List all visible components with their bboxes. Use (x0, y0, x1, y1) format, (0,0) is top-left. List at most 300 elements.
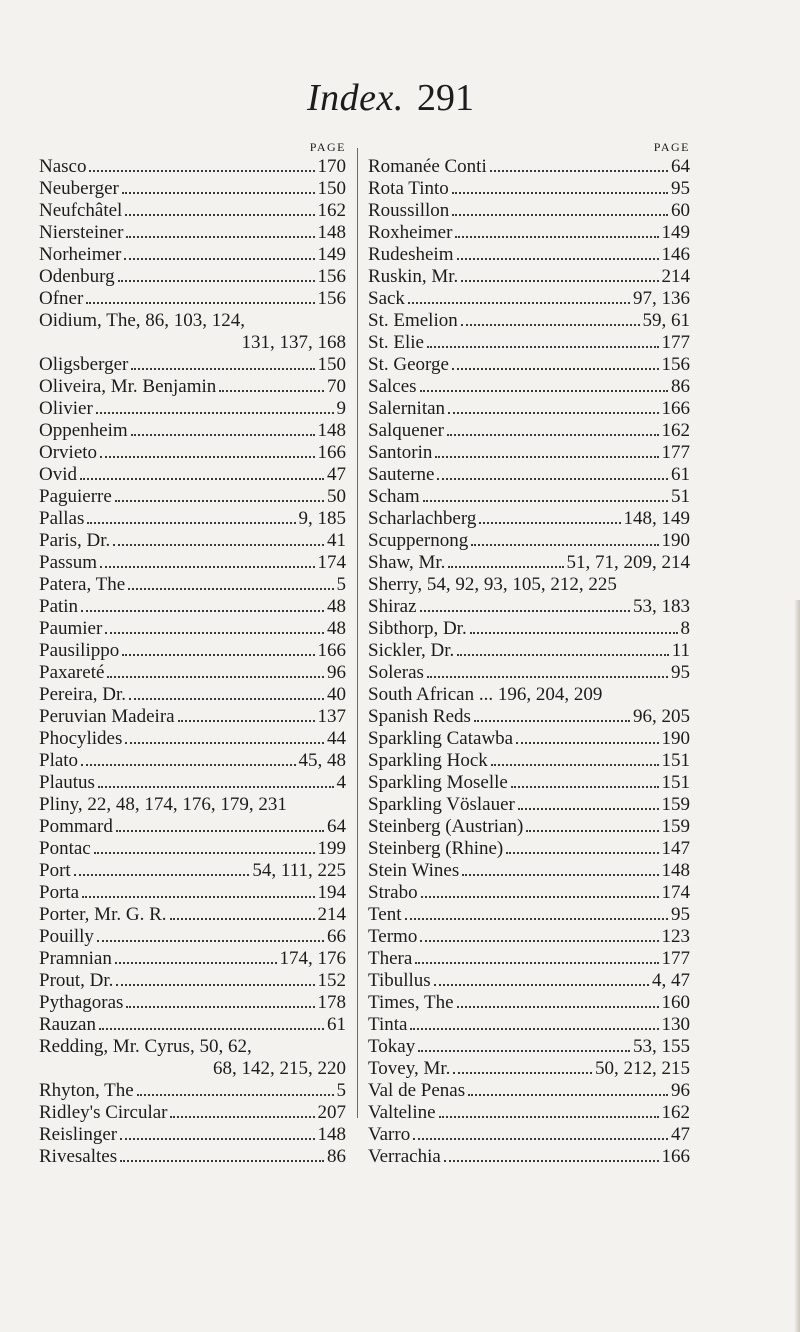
entry-pages: 131, 137, 168 (241, 332, 346, 353)
entry-pages: 149 (661, 222, 690, 243)
entry-term: Sherry, 54, 92, 93, 105, 212, 225 (368, 574, 617, 595)
entry-pages: 66 (327, 926, 346, 947)
index-entry (39, 750, 346, 772)
dot-leader (526, 830, 658, 832)
dot-leader (170, 918, 315, 920)
index-entry (368, 794, 690, 816)
index-entry (39, 926, 346, 948)
entry-term: Olivier (39, 398, 93, 419)
entry-term: Orvieto (39, 442, 98, 463)
entry-term: Ridley's Circular (39, 1102, 168, 1123)
dot-leader (122, 654, 314, 656)
dot-leader (120, 1138, 314, 1140)
entry-term: Pausilippo (39, 640, 120, 661)
entry-pages: 47 (327, 464, 346, 485)
entry-pages: 11 (671, 640, 690, 661)
entry-pages: 148 (317, 222, 346, 243)
entry-term: Strabo (368, 882, 418, 903)
dot-leader (113, 544, 324, 546)
entry-term: Stein Wines (368, 860, 460, 881)
entry-pages: 214 (661, 266, 690, 287)
entry-pages: 156 (661, 354, 690, 375)
index-entry (368, 860, 690, 882)
dot-leader (125, 214, 314, 216)
dot-leader (98, 786, 334, 788)
index-entry (39, 596, 346, 618)
entry-pages: 8 (680, 618, 690, 639)
entry-term: Rudesheim (368, 244, 454, 265)
entry-pages: 95 (671, 662, 690, 683)
entry-term: Salernitan (368, 398, 446, 419)
entry-term: Val de Penas (368, 1080, 466, 1101)
entry-term: Pythagoras (39, 992, 124, 1013)
dot-leader (129, 698, 324, 700)
entry-pages: 9, 185 (298, 508, 346, 529)
dot-leader (81, 764, 295, 766)
entry-pages: 59, 61 (642, 310, 690, 331)
entry-pages: 123 (661, 926, 690, 947)
entry-pages: 68, 142, 215, 220 (213, 1058, 346, 1079)
index-entry (368, 442, 690, 464)
index-entry (39, 618, 346, 640)
entry-pages: 190 (661, 728, 690, 749)
entry-term: Paumier (39, 618, 103, 639)
index-entry (368, 772, 690, 794)
entry-term: Tovey, Mr. (368, 1058, 451, 1079)
index-entry (39, 816, 346, 838)
entry-pages: 166 (661, 1146, 690, 1167)
entry-pages: 148 (661, 860, 690, 881)
entry-pages: 170 (317, 156, 346, 177)
dot-leader (491, 764, 659, 766)
index-entry (39, 442, 346, 464)
entry-term: Sack (368, 288, 405, 309)
entry-term: Sparkling Catawba (368, 728, 514, 749)
entry-pages: 96 (671, 1080, 690, 1101)
entry-pages: 148 (317, 420, 346, 441)
entry-term: Scharlachberg (368, 508, 477, 529)
entry-pages: 159 (661, 794, 690, 815)
dot-leader (518, 808, 659, 810)
index-entry (39, 178, 346, 200)
dot-leader (122, 192, 315, 194)
page-edge-shadow (794, 600, 800, 1332)
index-entry (368, 420, 690, 442)
index-entry (39, 1058, 346, 1080)
index-entry (368, 464, 690, 486)
entry-pages: 130 (661, 1014, 690, 1035)
entry-pages: 160 (661, 992, 690, 1013)
index-entry (39, 574, 346, 596)
dot-leader (506, 852, 658, 854)
entry-term: Pereira, Dr. (39, 684, 127, 705)
index-entry (39, 332, 346, 354)
index-entry (39, 948, 346, 970)
index-entry (39, 1124, 346, 1146)
entry-term: Pallas (39, 508, 85, 529)
entry-pages: 4 (336, 772, 346, 793)
entry-term: Nasco (39, 156, 87, 177)
dot-leader (97, 940, 324, 942)
dot-leader (81, 610, 324, 612)
index-entry (39, 1080, 346, 1102)
dot-leader (452, 368, 659, 370)
index-entry (39, 244, 346, 266)
entry-term: Niersteiner (39, 222, 124, 243)
entry-pages: 53, 183 (633, 596, 690, 617)
index-entry (39, 904, 346, 926)
dot-leader (415, 962, 658, 964)
index-entry (368, 530, 690, 552)
entry-pages: 137 (317, 706, 346, 727)
index-entry (368, 882, 690, 904)
index-entry (368, 508, 690, 530)
index-entry (368, 244, 690, 266)
dot-leader (435, 456, 658, 458)
dot-leader (457, 258, 659, 260)
dot-leader (100, 456, 314, 458)
dot-leader (439, 1116, 659, 1118)
dot-leader (420, 940, 658, 942)
index-entry (368, 618, 690, 640)
dot-leader (462, 874, 658, 876)
index-entry (39, 838, 346, 860)
dot-leader (423, 500, 668, 502)
entry-pages: 44 (327, 728, 346, 749)
index-entry (368, 1058, 690, 1080)
entry-pages: 86 (327, 1146, 346, 1167)
dot-leader (516, 742, 658, 744)
entry-pages: 61 (671, 464, 690, 485)
entry-term: Spanish Reds (368, 706, 471, 727)
entry-term: Paxareté (39, 662, 105, 683)
entry-term: Paguierre (39, 486, 112, 507)
dot-leader (434, 984, 649, 986)
entry-term: Ofner (39, 288, 84, 309)
dot-leader (131, 434, 315, 436)
entry-term: Pouilly (39, 926, 94, 947)
dot-leader (219, 390, 324, 392)
entry-term: Rauzan (39, 1014, 96, 1035)
entry-term: Pliny, 22, 48, 174, 176, 179, 231 (39, 794, 287, 815)
entry-term: Sparkling Moselle (368, 772, 508, 793)
entry-pages: 54, 111, 225 (252, 860, 346, 881)
dot-leader (418, 1050, 630, 1052)
index-entry (368, 948, 690, 970)
index-entry (368, 288, 690, 310)
column-divider (357, 148, 358, 1118)
index-entry (368, 222, 690, 244)
dot-leader (452, 192, 668, 194)
index-entry (39, 420, 346, 442)
entry-pages: 64 (671, 156, 690, 177)
entry-term: Norheimer (39, 244, 122, 265)
entry-term: Neuberger (39, 178, 119, 199)
dot-leader (479, 522, 620, 524)
index-entry (368, 200, 690, 222)
index-entry (39, 772, 346, 794)
entry-pages: 207 (317, 1102, 346, 1123)
entry-pages: 166 (317, 442, 346, 463)
entry-term: Porter, Mr. G. R. (39, 904, 167, 925)
entry-pages: 53, 155 (633, 1036, 690, 1057)
entry-term: Ruskin, Mr. (368, 266, 459, 287)
entry-pages: 96, 205 (633, 706, 690, 727)
index-entry (39, 530, 346, 552)
entry-term: Valteline (368, 1102, 436, 1123)
index-entry (39, 1036, 346, 1058)
entry-pages: 190 (661, 530, 690, 551)
entry-term: Rivesaltes (39, 1146, 118, 1167)
entry-pages: 151 (661, 772, 690, 793)
entry-pages: 4, 47 (652, 970, 690, 991)
entry-term: Pramnian (39, 948, 112, 969)
entry-pages: 148, 149 (623, 508, 690, 529)
index-entry (368, 398, 690, 420)
entry-pages: 60 (671, 200, 690, 221)
index-entry (39, 992, 346, 1014)
entry-term: Shiraz (368, 596, 417, 617)
index-entry (368, 1036, 690, 1058)
entry-pages: 166 (661, 398, 690, 419)
dot-leader (468, 1094, 668, 1096)
dot-leader (94, 852, 315, 854)
dot-leader (448, 412, 658, 414)
index-entry (39, 266, 346, 288)
entry-term: Sibthorp, Dr. (368, 618, 467, 639)
entry-term: Pontac (39, 838, 91, 859)
dot-leader (420, 610, 630, 612)
index-entry (39, 794, 346, 816)
dot-leader (115, 500, 324, 502)
index-entry (368, 926, 690, 948)
entry-pages: 150 (317, 354, 346, 375)
index-entry (39, 486, 346, 508)
dot-leader (490, 170, 668, 172)
entry-term: Plato (39, 750, 79, 771)
entry-term: Prout, Dr. (39, 970, 114, 991)
entry-pages: 147 (661, 838, 690, 859)
page-header (0, 76, 800, 126)
dot-leader (511, 786, 659, 788)
entry-pages: 47 (671, 1124, 690, 1145)
entry-pages: 5 (336, 574, 346, 595)
dot-leader (408, 302, 630, 304)
entry-pages: 149 (317, 244, 346, 265)
entry-pages: 40 (327, 684, 346, 705)
dot-leader (125, 742, 324, 744)
column-page-heading: PAGE (309, 140, 346, 154)
entry-term: Rhyton, The (39, 1080, 134, 1101)
dot-leader (124, 258, 314, 260)
index-entry (368, 574, 690, 596)
dot-leader (107, 676, 324, 678)
entry-term: Tibullus (368, 970, 431, 991)
dot-leader (87, 522, 295, 524)
dot-leader (99, 1028, 324, 1030)
index-entry (368, 310, 690, 332)
entry-term: Oppenheim (39, 420, 128, 441)
dot-leader (448, 566, 563, 568)
dot-leader (118, 280, 315, 282)
entry-pages: 177 (661, 332, 690, 353)
dot-leader (471, 544, 658, 546)
entry-pages: 151 (661, 750, 690, 771)
index-entry (39, 200, 346, 222)
index-entry (39, 398, 346, 420)
entry-term: Times, The (368, 992, 454, 1013)
dot-leader (474, 720, 630, 722)
dot-leader (96, 412, 334, 414)
entry-term: Redding, Mr. Cyrus, 50, 62, (39, 1036, 252, 1057)
entry-term: Rota Tinto (368, 178, 449, 199)
index-entry (39, 640, 346, 662)
entry-term: Steinberg (Rhine) (368, 838, 504, 859)
entry-term: Porta (39, 882, 80, 903)
entry-term: Thera (368, 948, 413, 969)
index-column-left (39, 138, 346, 1168)
dot-leader (444, 1160, 659, 1162)
index-entry (368, 1124, 690, 1146)
index-entry (39, 464, 346, 486)
entry-pages: 9 (336, 398, 346, 419)
entry-pages: 95 (671, 904, 690, 925)
index-entry (368, 156, 690, 178)
index-entry (368, 904, 690, 926)
dot-leader (427, 676, 668, 678)
entry-term: Patera, The (39, 574, 126, 595)
dot-leader (457, 654, 668, 656)
index-entry (368, 662, 690, 684)
entry-pages: 41 (327, 530, 346, 551)
entry-term: Tent (368, 904, 402, 925)
dot-leader (82, 896, 314, 898)
entry-term: Tokay (368, 1036, 416, 1057)
index-entry (368, 728, 690, 750)
dot-leader (420, 390, 668, 392)
entry-term: Oligsberger (39, 354, 129, 375)
dot-leader (100, 566, 314, 568)
dot-leader (116, 830, 324, 832)
entry-term: Scham (368, 486, 420, 507)
dot-leader (178, 720, 315, 722)
dot-leader (89, 170, 314, 172)
index-entry (39, 728, 346, 750)
entry-pages: 51 (671, 486, 690, 507)
entry-pages: 178 (317, 992, 346, 1013)
entry-pages: 148 (317, 1124, 346, 1145)
dot-leader (126, 236, 314, 238)
entry-term: Peruvian Madeira (39, 706, 175, 727)
index-entry (39, 1102, 346, 1124)
entry-term: Phocylides (39, 728, 123, 749)
page-title: Index. (307, 77, 404, 119)
dot-leader (80, 478, 324, 480)
index-entry (368, 178, 690, 200)
entry-pages: 70 (327, 376, 346, 397)
entry-term: Sickler, Dr. (368, 640, 455, 661)
entry-term: Plautus (39, 772, 95, 793)
index-entry (39, 1146, 346, 1168)
entry-pages: 50 (327, 486, 346, 507)
entry-term: Paris, Dr. (39, 530, 111, 551)
entry-term: Oidium, The, 86, 103, 124, (39, 310, 246, 331)
index-entry (39, 376, 346, 398)
entry-term: Tinta (368, 1014, 408, 1035)
entry-pages: 162 (661, 1102, 690, 1123)
entry-term: Scuppernong (368, 530, 469, 551)
dot-leader (455, 236, 658, 238)
entry-pages: 95 (671, 178, 690, 199)
entry-pages: 64 (327, 816, 346, 837)
entry-pages: 96 (327, 662, 346, 683)
dot-leader (115, 962, 277, 964)
entry-pages: 214 (317, 904, 346, 925)
entry-pages: 5 (336, 1080, 346, 1101)
entry-pages: 152 (317, 970, 346, 991)
entry-term: Reislinger (39, 1124, 118, 1145)
dot-leader (126, 1006, 314, 1008)
index-entry (368, 376, 690, 398)
entry-pages: 146 (661, 244, 690, 265)
entry-pages: 48 (327, 618, 346, 639)
page-number: 291 (417, 77, 474, 119)
index-entry (39, 706, 346, 728)
index-entry (39, 882, 346, 904)
dot-leader (410, 1028, 658, 1030)
index-entry (368, 486, 690, 508)
dot-leader (413, 1138, 668, 1140)
index-entry (368, 970, 690, 992)
entry-pages: 177 (661, 442, 690, 463)
entry-term: Salquener (368, 420, 444, 441)
entry-pages: 97, 136 (633, 288, 690, 309)
index-entry (39, 354, 346, 376)
dot-leader (131, 368, 314, 370)
column-page-heading: PAGE (653, 140, 690, 154)
index-entry (368, 332, 690, 354)
entry-pages: 156 (317, 266, 346, 287)
entry-pages: 162 (661, 420, 690, 441)
index-entries-right (368, 156, 690, 1168)
entry-term: Port (39, 860, 71, 881)
entry-pages: 174 (661, 882, 690, 903)
entry-pages: 51, 71, 209, 214 (566, 552, 690, 573)
dot-leader (427, 346, 659, 348)
dot-leader (128, 588, 333, 590)
dot-leader (453, 1072, 592, 1074)
dot-leader (120, 1160, 324, 1162)
entry-term: Patin (39, 596, 79, 617)
entry-pages: 50, 212, 215 (595, 1058, 690, 1079)
entry-pages: 86 (671, 376, 690, 397)
entry-pages: 199 (317, 838, 346, 859)
entry-pages: 61 (327, 1014, 346, 1035)
index-entry (368, 992, 690, 1014)
entry-term: Verrachia (368, 1146, 441, 1167)
index-entry (368, 1080, 690, 1102)
entry-term: Sauterne (368, 464, 435, 485)
dot-leader (74, 874, 250, 876)
entry-term: Roxheimer (368, 222, 453, 243)
index-entry (368, 706, 690, 728)
entry-term: St. Emelion (368, 310, 458, 331)
entry-term: Romanée Conti (368, 156, 487, 177)
index-entries-left (39, 156, 346, 1168)
index-entry (368, 354, 690, 376)
entry-pages: 194 (317, 882, 346, 903)
dot-leader (116, 984, 314, 986)
